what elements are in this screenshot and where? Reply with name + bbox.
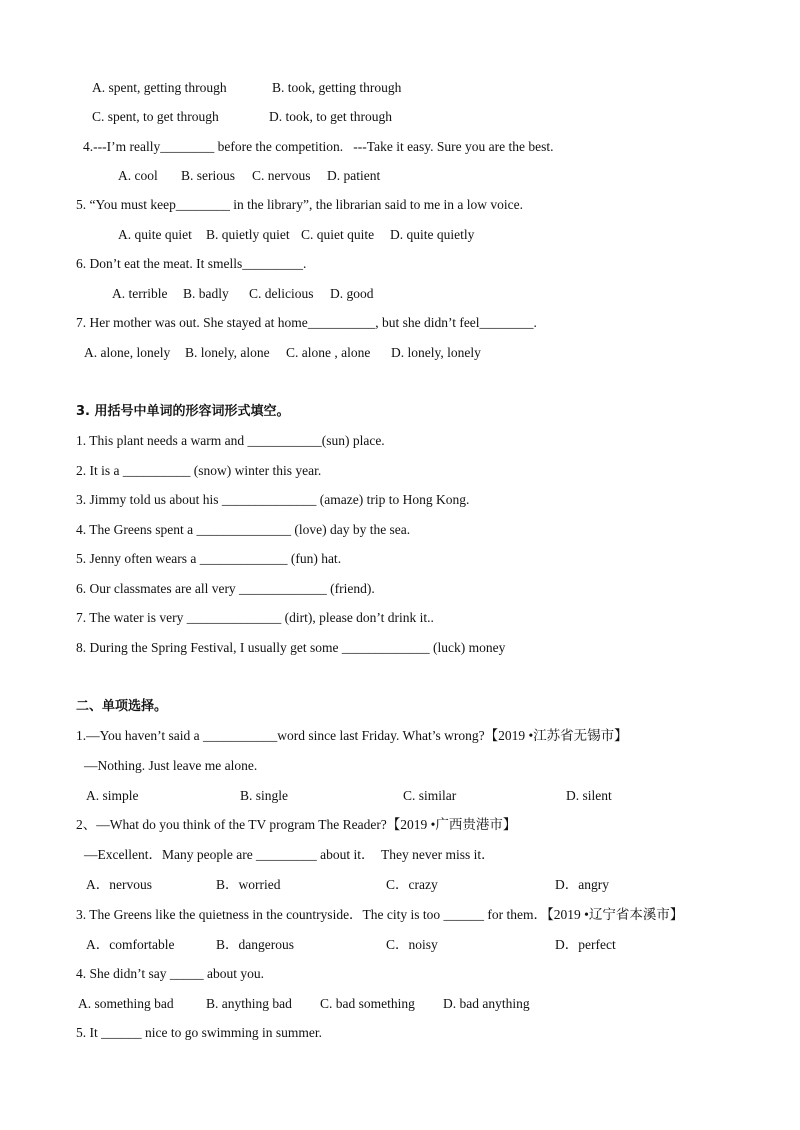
q5-option-a: A. quite quiet	[118, 227, 192, 242]
mc-question-4-text: 4. She didn’t say _____ about you.	[76, 966, 264, 981]
mc4-option-c: C. bad something	[320, 996, 415, 1011]
q7-option-c: C. alone , alone	[286, 345, 371, 360]
q3-option-a: A. spent, getting through	[92, 80, 227, 95]
fill-item-7: 7. The water is very ______________ (dirt), please don’t drink it..	[76, 610, 434, 625]
mc3-option-b: B．dangerous	[216, 937, 294, 952]
question-5-text: 5. “You must keep________ in the library”, the librarian said to me in a low voice.	[76, 197, 524, 212]
mc-question-3-text: 3. The Greens like the quietness in the countryside．The city is too ______ for them．【2019 •辽宁省本溪市】	[76, 907, 684, 922]
question-6-text: 6. Don’t eat the meat. It smells_________.	[76, 256, 307, 271]
fill-item-3: 3. Jimmy told us about his ______________ (amaze) trip to Hong Kong.	[76, 492, 470, 507]
mc3-option-d: D．perfect	[555, 937, 616, 952]
q6-option-b: B. badly	[183, 286, 229, 301]
q4-option-c: C. nervous	[252, 168, 311, 183]
fill-item-6: 6. Our classmates are all very _____________ (friend).	[76, 581, 375, 596]
q6-option-d: D. good	[330, 286, 374, 301]
question-7-text: 7. Her mother was out. She stayed at home__________, but she didn’t feel________.	[76, 315, 537, 330]
fill-item-8: 8. During the Spring Festival, I usually get some _____________ (luck) money	[76, 640, 506, 655]
q3-option-b: B. took, getting through	[272, 80, 402, 95]
mc4-option-b: B. anything bad	[206, 996, 292, 1011]
q4-option-d: D. patient	[327, 168, 381, 183]
q7-option-b: B. lonely, alone	[185, 345, 270, 360]
q7-option-d: D. lonely, lonely	[391, 345, 481, 360]
q5-option-d: D. quite quietly	[390, 227, 475, 242]
q5-option-b: B. quietly quiet	[206, 227, 290, 242]
mc3-option-c: C．noisy	[386, 937, 438, 952]
mc2-option-b: B．worried	[216, 877, 281, 892]
mc-question-2-text: 2、—What do you think of the TV program The Reader?【2019 •广西贵港市】	[76, 817, 517, 832]
q3-option-c: C. spent, to get through	[92, 109, 219, 124]
fill-item-4: 4. The Greens spent a ______________ (love) day by the sea.	[76, 522, 411, 537]
section-3-heading: 3. 用括号中单词的形容词形式填空。	[76, 404, 290, 419]
q3-option-d: D. took, to get through	[269, 109, 392, 124]
q4-option-a: A. cool	[118, 168, 158, 183]
mc1-option-b: B. single	[240, 788, 289, 803]
q6-option-a: A. terrible	[112, 286, 168, 301]
mc-question-1-text: 1.—You haven’t said a ___________word since last Friday. What’s wrong?【2019 •江苏省无锡市】	[76, 728, 628, 743]
mc-question-2-reply: —Excellent．Many people are _________ about it． They never miss it．	[84, 847, 495, 862]
mc3-option-a: A．comfortable	[86, 937, 175, 952]
question-4-text: 4.---I’m really________ before the competition. ---Take it easy. Sure you are the best.	[83, 139, 554, 154]
section-2-heading: 二、单项选择。	[76, 699, 168, 714]
fill-item-1: 1. This plant needs a warm and ___________(sun) place.	[76, 433, 385, 448]
q4-option-b: B. serious	[181, 168, 235, 183]
mc1-option-c: C. similar	[403, 788, 457, 803]
mc4-option-a: A. something bad	[78, 996, 174, 1011]
q7-option-a: A. alone, lonely	[84, 345, 171, 360]
fill-item-2: 2. It is a __________ (snow) winter this year.	[76, 463, 322, 478]
mc-question-5-text: 5. It ______ nice to go swimming in summer.	[76, 1025, 322, 1040]
mc2-option-a: A．nervous	[86, 877, 152, 892]
q5-option-c: C. quiet quite	[301, 227, 375, 242]
mc1-option-d: D. silent	[566, 788, 612, 803]
q6-option-c: C. delicious	[249, 286, 314, 301]
mc4-option-d: D. bad anything	[443, 996, 530, 1011]
mc2-option-d: D．angry	[555, 877, 609, 892]
mc1-option-a: A. simple	[86, 788, 139, 803]
mc-question-1-reply: —Nothing. Just leave me alone.	[84, 758, 258, 773]
mc2-option-c: C．crazy	[386, 877, 438, 892]
fill-item-5: 5. Jenny often wears a _____________ (fun) hat.	[76, 551, 342, 566]
